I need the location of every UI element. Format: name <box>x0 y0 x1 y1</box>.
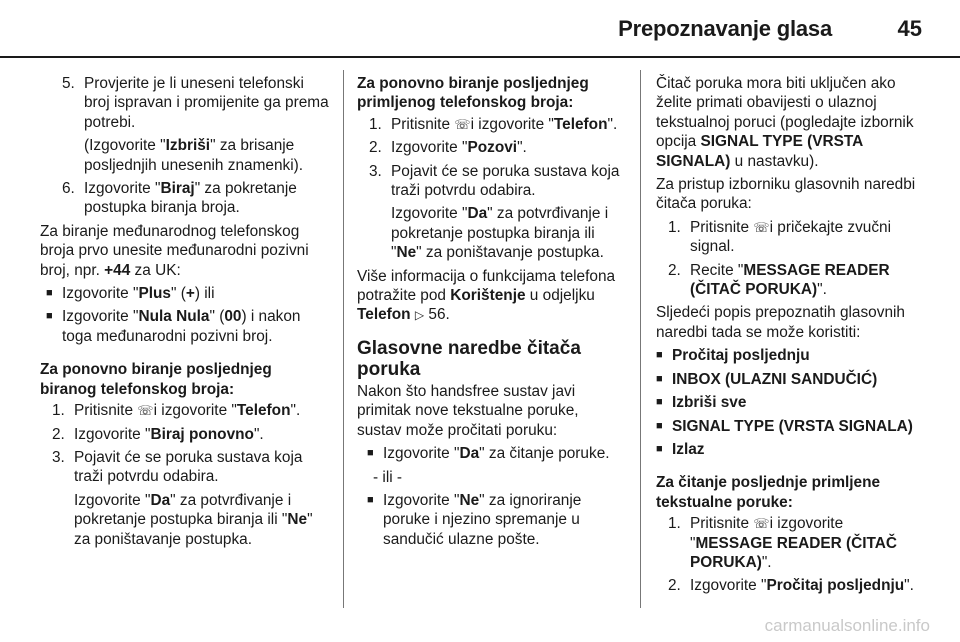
command-item: ■ Pročitaj posljednju <box>656 347 810 365</box>
reader-paragraph: Čitač poruka mora biti uključen ako želite primati obavijesti o ulaznoj tekstualnoj poruci (pogledajte izbornik opcija SIGNAL TYPE (VRSTA SIGNALA) u nastavku). <box>656 75 914 170</box>
header-rule <box>0 56 960 58</box>
square-bullet-icon: ■ <box>46 310 53 323</box>
command-item: ■ INBOX (ULAZNI SANDUČIĆ) <box>656 370 878 388</box>
bullet-ne: ■ Izgovorite "Ne" za ignoriranje poruke i njezino spremanje u sandučić ulazne pošte. <box>367 491 582 548</box>
square-bullet-icon: ■ <box>46 287 53 300</box>
bullet-plus: ■ Izgovorite "Plus" (+) ili <box>46 285 215 303</box>
commands-paragraph: Sljedeći popis prepoznatih glasovnih naredbi tada se može koristiti: <box>656 304 905 341</box>
phone-handset-icon: ☏ <box>137 403 154 419</box>
square-bullet-icon: ■ <box>656 419 663 432</box>
command-item: ■ SIGNAL TYPE (VRSTA SIGNALA) <box>656 417 913 435</box>
bullet-da: ■ Izgovorite "Da" za čitanje poruke. <box>367 445 610 463</box>
step-5: 5. Provjerite je li uneseni telefonski broj ispravan i promijenite ga prema potrebi. <box>62 75 329 131</box>
square-bullet-icon: ■ <box>656 442 663 455</box>
command-item: ■ Izlaz <box>656 440 705 458</box>
read-step-2: 2. Izgovorite "Pročitaj posljednju". <box>668 577 914 595</box>
column-divider <box>640 70 641 608</box>
square-bullet-icon: ■ <box>656 349 663 362</box>
redial-step-3-note: Izgovorite "Da" za potvrđivanje i pokretanje postupka biranja ili "Ne" za poništavanje postupka. <box>74 491 313 548</box>
redial-step-1: 1. Pritisnite ☏ i izgovorite "Telefon". <box>52 402 301 420</box>
access-step-2: 2. Recite "MESSAGE READER (ČITAČ PORUKA)". <box>668 261 890 299</box>
command-item: ■ Izbriši sve <box>656 394 747 412</box>
step-6: 6. Izgovorite "Biraj" za pokretanje postupka biranja broja. <box>62 180 297 217</box>
page-number: 45 <box>897 16 922 41</box>
page-reference-arrow-icon: ▷ <box>414 308 425 323</box>
access-step-1: 1. Pritisnite ☏ i pričekajte zvučni signal. <box>668 218 892 256</box>
intl-paragraph: Za biranje međunarodnog telefonskog broja prvo unesite međunarodni pozivni broj, npr. +44 za UK: <box>40 222 309 279</box>
page-header-title: Prepoznavanje glasa <box>618 16 832 41</box>
square-bullet-icon: ■ <box>656 396 663 409</box>
recall-step-2: 2. Izgovorite "Pozovi". <box>369 139 527 157</box>
step-5-note: (Izgovorite "Izbriši" za brisanje posljednjih unesenih znamenki). <box>84 137 304 174</box>
read-step-1: 1. Pritisnite ☏ i izgovorite "MESSAGE READER (ČITAČ PORUKA)". <box>668 515 897 571</box>
phone-handset-icon: ☏ <box>753 516 770 532</box>
phone-handset-icon: ☏ <box>753 219 770 235</box>
recall-step-3-note: Izgovorite "Da" za potvrđivanje i pokretanje postupka biranja ili "Ne" za poništavanje postupka. <box>391 205 609 262</box>
watermark: carmanualsonline.info <box>764 616 930 635</box>
intro-paragraph: Nakon što handsfree sustav javi primitak nove tekstualne poruke, sustav može pročitati poruku: <box>357 382 579 439</box>
redial-step-3: 3. Pojavit će se poruka sustava koja traži potvrdu odabira. <box>52 448 303 486</box>
bullet-nula-nula: ■ Izgovorite "Nula Nula" (00) i nakon toga međunarodni pozivni broj. <box>46 308 301 345</box>
recall-step-3: 3. Pojavit će se poruka sustava koja traži potvrdu odabira. <box>369 162 620 200</box>
section-heading: Za ponovno biranje posljednjeg biranog telefonskog broja: <box>40 361 272 398</box>
section-title: Glasovne naredbe čitača poruka <box>357 337 581 380</box>
square-bullet-icon: ■ <box>367 447 374 460</box>
access-paragraph: Za pristup izborniku glasovnih naredbi čitača poruka: <box>656 176 916 213</box>
column-right <box>656 74 921 600</box>
square-bullet-icon: ■ <box>367 493 374 506</box>
section-heading: Za ponovno biranje posljednjeg primljenog telefonskog broja: <box>357 75 589 112</box>
info-paragraph: Više informacija o funkcijama telefona potražite pod Korištenje u odjeljku Telefon ▷ 56. <box>357 267 616 324</box>
redial-step-2: 2. Izgovorite "Biraj ponovno". <box>52 425 264 443</box>
column-left <box>40 74 332 553</box>
square-bullet-icon: ■ <box>656 372 663 385</box>
section-heading: Za čitanje posljednje primljene tekstualne poruke: <box>656 474 881 511</box>
column-divider <box>343 70 344 608</box>
column-middle <box>357 74 625 553</box>
or-separator: - ili - <box>373 468 403 486</box>
recall-step-1: 1. Pritisnite ☏ i izgovorite "Telefon". <box>369 115 618 133</box>
phone-handset-icon: ☏ <box>454 116 471 132</box>
